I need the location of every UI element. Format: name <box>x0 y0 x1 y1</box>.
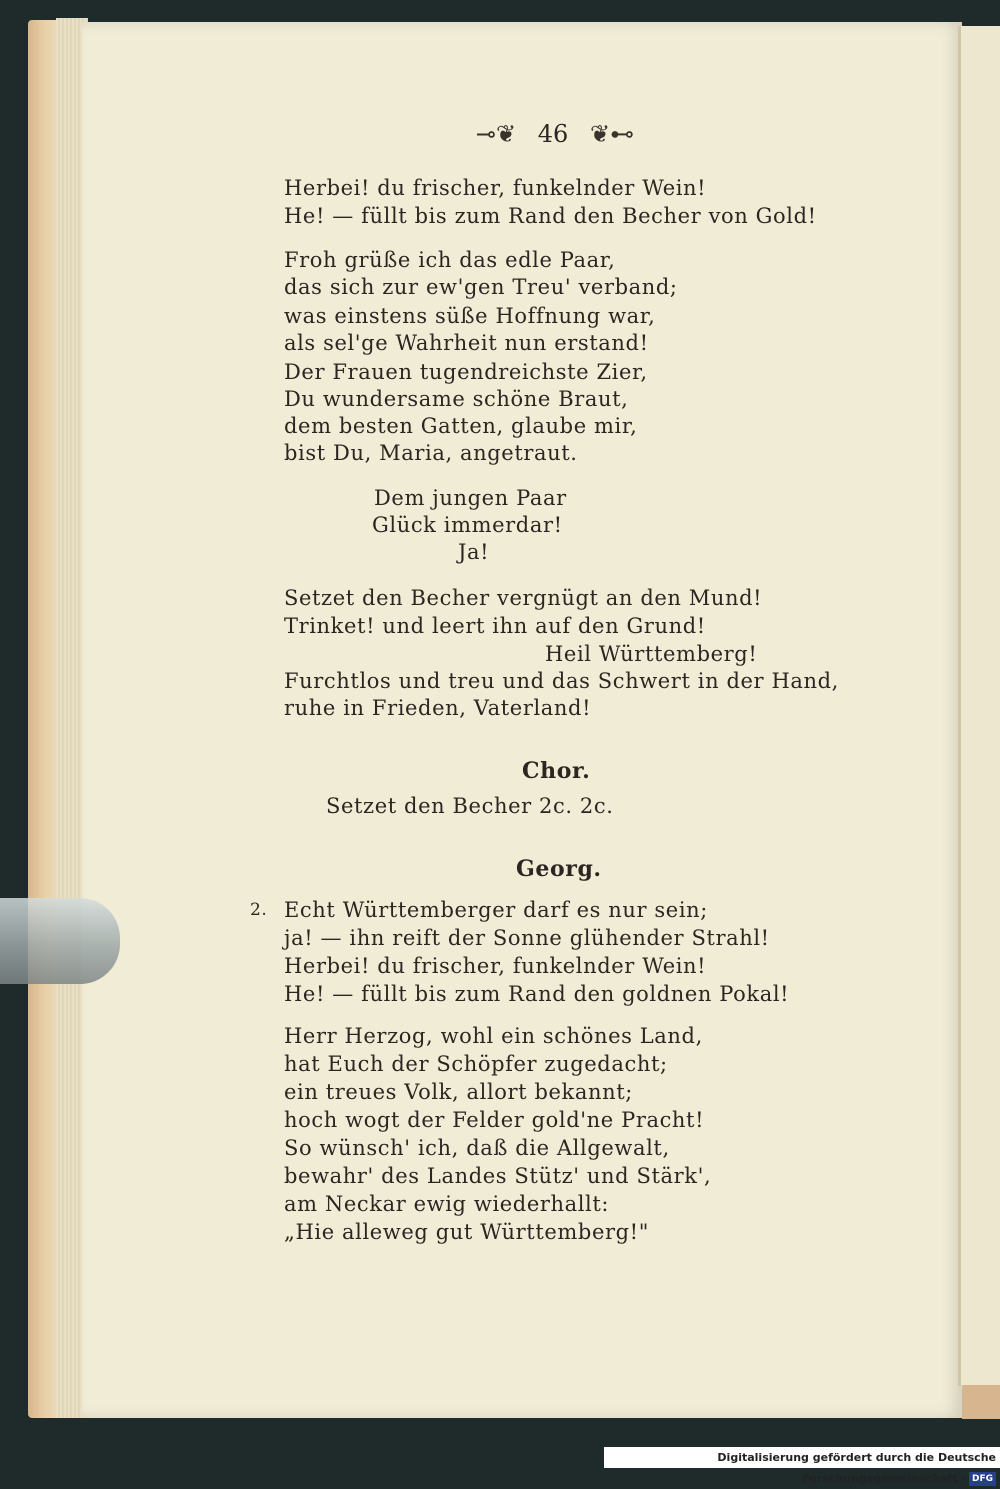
verse-line: hat Euch der Schöpfer zugedacht; <box>284 1052 668 1076</box>
section-heading-georg: Georg. <box>516 856 602 882</box>
page-number-value: 46 <box>537 120 569 148</box>
verse-line: Dem jungen Paar <box>374 486 567 510</box>
dfg-logo-icon: DFG <box>969 1472 996 1486</box>
verse-line: Furchtlos und treu und das Schwert in der Hand, <box>284 669 839 693</box>
page-number <box>470 120 640 148</box>
verse-line: He! — füllt bis zum Rand den goldnen Pokal! <box>284 982 790 1006</box>
verse-line: Froh grüße ich das edle Paar, <box>284 248 616 272</box>
ornament-right-icon: ❦⊷ <box>589 120 635 148</box>
section-heading-chor: Chor. <box>522 758 591 784</box>
verse-line: ruhe in Frieden, Vaterland! <box>284 696 592 720</box>
verse-line: Du wundersame schöne Braut, <box>284 387 629 411</box>
verse-line: dem besten Gatten, glaube mir, <box>284 414 638 438</box>
verse-line: hoch wogt der Felder gold'ne Pracht! <box>284 1108 705 1132</box>
funding-footer <box>604 1447 1000 1485</box>
verse-line: Heil Württemberg! <box>545 642 758 666</box>
verse-line: Echt Württemberger darf es nur sein; <box>284 898 708 922</box>
verse-line: Glück immerdar! <box>372 513 563 537</box>
verse-line: bist Du, Maria, angetraut. <box>284 441 578 465</box>
verse-line: bewahr' des Landes Stütz' und Stärk', <box>284 1164 712 1188</box>
verse-line: Setzet den Becher 2c. 2c. <box>326 794 614 818</box>
verse-line: als sel'ge Wahrheit nun erstand! <box>284 331 649 355</box>
verse-line: Herbei! du frischer, funkelnder Wein! <box>284 176 707 200</box>
footer-text: Digitalisierung gefördert durch die Deutsche Forschungsgemeinschaft - <box>717 1451 996 1485</box>
verse-line: Herbei! du frischer, funkelnder Wein! <box>284 954 707 978</box>
verse-line: Trinket! und leert ihn auf den Grund! <box>284 614 706 638</box>
verse-line: was einstens süße Hoffnung war, <box>284 304 656 328</box>
verse-line: He! — füllt bis zum Rand den Becher von Gold! <box>284 204 817 228</box>
verse-line: Setzet den Becher vergnügt an den Mund! <box>284 586 763 610</box>
verse-line: So wünsch' ich, daß die Allgewalt, <box>284 1136 670 1160</box>
verse-line: Der Frauen tugendreichste Zier, <box>284 360 648 384</box>
stanza-number: 2. <box>250 900 268 920</box>
verse-line: Ja! <box>458 540 490 564</box>
verse-line: „Hie alleweg gut Württemberg!" <box>284 1220 649 1244</box>
verse-line: Herr Herzog, wohl ein schönes Land, <box>284 1024 703 1048</box>
verse-line: ein treues Volk, allort bekannt; <box>284 1080 633 1104</box>
verse-line: das sich zur ew'gen Treu' verband; <box>284 275 678 299</box>
verse-line: am Neckar ewig wiederhallt: <box>284 1192 610 1216</box>
verse-line: ja! — ihn reift der Sonne glühender Strahl! <box>284 926 770 950</box>
ornament-left-icon: ⊸❦ <box>475 120 517 148</box>
